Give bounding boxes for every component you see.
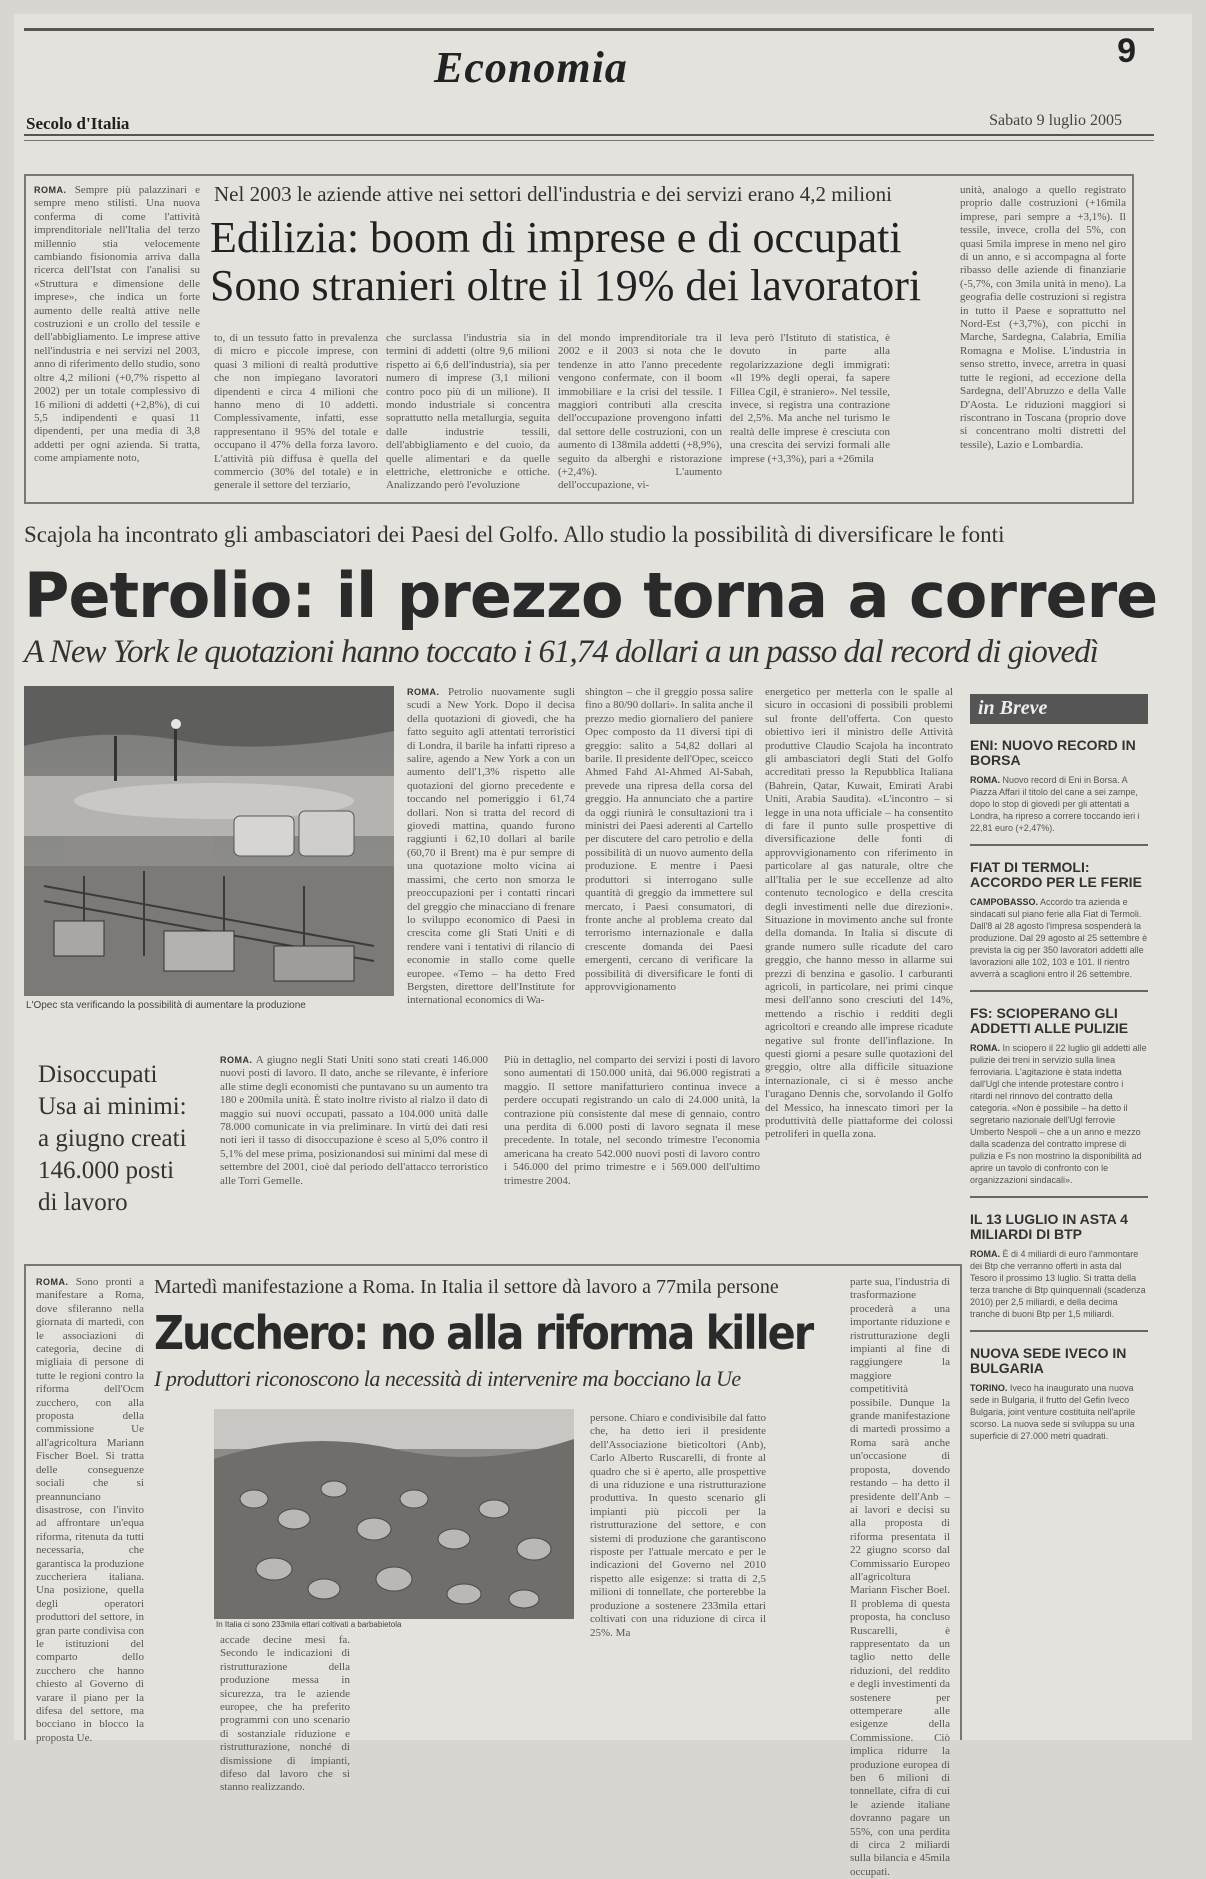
story-edilizia-col2: to, di un tessuto fatto in prevalenza di micro e piccole imprese, con quasi 3 milioni di realtà produttive che non impiegano lavoratori dipendenti e circa 4 milioni che hanno meno di 10 addetti. Complessivamente, infatti, esse rappresentano il 95% del totale e occupano il 47% della forza lavoro. L'attività più diffusa è quella del commercio (30% del totale) e in generale il settore del terziario, <box>214 332 378 492</box>
story-usa-col2: Più in dettaglio, nel comparto dei servizi i posti di lavoro sono aumentati di 150.000 unità, dai 96.000 registrati a maggio. Il settore manifatturiero continua invece a perdere occupati registrando un calo di 24.000 unità, la contrazione più consistente dal mese di gennaio, contro una perdita di 6.000 posti di lavoro segnata il mese precedente. In totale, nel secondo trimestre l'economia americana ha creato 542.000 nuovi posti di lavoro contro i 546.000 del primo trimestre e i 569.000 dell'ultimo trimestre 2004. <box>504 1054 760 1187</box>
sugar-beet-photo-caption: In Italia ci sono 233mila ettari coltivati a barbabietola <box>216 1620 402 1629</box>
story-petrolio-kicker: Scajola ha incontrato gli ambasciatori dei Paesi del Golfo. Allo studio la possibilità di diversificare le fonti <box>24 522 1005 547</box>
refinery-photo-caption: L'Opec sta verificando la possibilità di aumentare la produzione <box>26 1000 306 1011</box>
story-zucchero-kicker: Martedì manifestazione a Roma. In Italia il settore dà lavoro a 77mila persone <box>154 1276 779 1298</box>
story-usa-col1: ROMA. A giugno negli Stati Uniti sono stati creati 146.000 nuovi posti di lavoro. Il dato, anche se rilevante, è inferiore alle stime degli economisti che puntavano su un aumento tra 180 e 200mila unità. È stato inoltre rivisto al rialzo il dato di maggio sui nuovi occupati, passato a 104.000 unità dalle 78.000 comunicate in via preliminare. In virtù dei dati resi noti ieri il tasso di disoccupazione è sceso al 5,0% contro il 5,1% del mese prima, posizionandosi sui minimi dal mese di settembre del 2001, cioè dal periodo dell'attacco terroristico alle Torri Gemelle. <box>220 1054 488 1187</box>
story-edilizia-col3: che surclassa l'industria sia in termini di addetti (oltre 9,6 milioni rispetto ai 6,6 dell'industria), sia per numero di imprese (3,1 milioni contro poco più di un milione). Il mondo industriale si concentra soprattutto nella metallurgia, seguita dalle industrie tessili, dell'abbigliamento e del cuoio, da quelle alimentari e da quelle elettriche, elettroniche e ottiche. Analizzando però l'evoluzione <box>386 332 550 492</box>
top-rule <box>24 28 1154 31</box>
story-zucchero-col1: ROMA. Sono pronti a manifestare a Roma, dove sfileranno nella giornata di martedì, con le associazioni di categoria, decine di migliaia di persone di tutte le regioni contro la riforma dell'Ocm zucchero, con alla proposta della commissione Ue all'agricoltura Mariann Fischer Boel. Si tratta delle conseguenze sociali che si preannunciano disastrose, con l'invito ad affrontare un'equa riforma, ritenuta da tutti necessaria, che garantisca la produzione zuccheriera italiana. Una posizione, quella degli operatori produttori del settore, in gran parte condivisa con le istituzioni del comparto dello zucchero che hanno chiesto al Governo di varare il piano per la difesa del settore, ma bocciano in blocco la proposta Ue. <box>36 1276 145 1744</box>
story-petrolio-headline: Petrolio: il prezzo torna a correre <box>24 559 1158 632</box>
dateline: Sabato 9 luglio 2005 <box>989 112 1122 129</box>
refinery-photo <box>24 686 394 996</box>
story-zucchero-headline: Zucchero: no alla riforma killer <box>154 1306 813 1360</box>
story-petrolio-col3: energetico per metterla con le spalle al sicuro in occasioni di possibili problemi sul fronte dell'offerta. Con questo obiettivo ieri il ministro delle Attività produttive Claudio Scajola ha incontrato gli ambasciatori degli Stati del Golfo accreditati presso la Repubblica Italiana (Bahrein, Qatar, Kuwait, Emirati Arabi Uniti, Arabia Saudita). «L'incontro – si legge in una nota ufficiale – ha consentito di fare il punto sulle prospettive di diversificazione delle fonti di approvvigionamento con riferimento in particolare al gas naturale, oltre che all'Italia per le sue eccellenze ad alto contenuto tecnologico e della crescita degli investimenti nelle due direzioni». Situazione in movimento anche sul fronte della domanda. In Italia si discute di grande numero sulle ricadute del caro greggio, che hanno messo in allarme sui prezzi di benzina e gasolio. I carburanti agricoli, in particolare, nei primi cinque mesi dell'anno sono cresciuti del 14%, mettendo a rischio i redditi degli agricoltori e creando alle imprese ricadute negative sul fronte dell'inflazione. In questi giorni a pesare sulle quotazioni del greggio, oltre alla difficile situazione internazionale, ci si è messo anche l'uragano Dennis che, sorvolando il Golfo del Messico, ha innescato timori per la produttività delle piattaforme dei colossi petroliferi in quella zona. <box>765 686 953 1141</box>
story-petrolio-col2: shington – che il greggio possa salire fino a 80/90 dollari». In salita anche il prezzo medio giornaliero del paniere Opec composto da 11 diversi tipi di greggio: salito a 54,82 dollari al barile. Il presidente dell'Opec, sceicco Ahmed Fahd Al-Ahmed Al-Sabah, prevede una ripresa della corsa del greggio. Ha annunciato che a partire da oggi riunirà le consultazioni tra i ministri dei Paesi aderenti al Cartello per discutere del caro petrolio e della possibilità di un nuovo aumento della produzione. E mentre i Paesi produttori si interrogano sulle quantità di greggio da immettere sul mercato, i Paesi consumatori, di fronte anche al problema creato dal terrorismo internazionale e dalla crescente domanda dei Paesi emergenti, cercano di verificare la possibilità di diversificare le fonti di approvvigionamento <box>585 686 754 993</box>
story-petrolio-subhead: A New York le quotazioni hanno toccato i 61,74 dollari a un passo dal record di giovedì <box>24 634 1098 670</box>
masthead: Secolo d'Italia <box>26 114 130 133</box>
brief-title: ENI: NUOVO RECORD IN BORSA <box>970 737 1136 768</box>
newspaper-page <box>14 14 1192 1878</box>
brief-body: ROMA. In sciopero il 22 luglio gli addetti alle pulizie dei treni in servizio sulla linea ferroviaria. L'agitazione è stata indetta dall'Ugl che intende protestare contro i ritardi nel rinnovo del contratto della categoria. «Non è possibile – ha detto il segretario nazionale dell'Ugl ferrovie Umberto Nespoli – che a un anno e mezzo dalla scadenza del contratto imprese di pulizia e Fs non mostrino la disponibilità ad aprire un tavolo di confronto con le organizzazioni sindacali». <box>970 1043 1147 1185</box>
masthead-rule-thin <box>24 140 1154 141</box>
brief-title: IL 13 LUGLIO IN ASTA 4 MILIARDI DI BTP <box>970 1211 1128 1242</box>
brief-divider <box>970 990 1148 992</box>
brief-body: TORINO. Iveco ha inaugurato una nuova sede in Bulgaria, il frutto del Gefin Iveco Bulgaria, joint venture costituita nell'aprile scorso. La nuova sede si sviluppa su una superficie di 27.000 metri quadrati. <box>970 1383 1136 1441</box>
brief-body: ROMA. Nuovo record di Eni in Borsa. A Piazza Affari il titolo del cane a sei zampe, dopo lo stop di giovedì per gli attentati a Londra, ha ripreso a correre toccando ieri i 22,81 euro (+2,47%). <box>970 775 1140 833</box>
story-zucchero-subhead: I produttori riconoscono la necessità di intervenire ma bocciano la Ue <box>154 1366 741 1391</box>
story-zucchero-col3-end <box>360 1634 490 1734</box>
brief-title: NUOVA SEDE IVECO IN BULGARIA <box>970 1345 1127 1376</box>
brief-body: ROMA. È di 4 miliardi di euro l'ammontare dei Btp che verranno offerti in asta dal Tesoro il prossimo 13 luglio. Si tratta della terza tranche di Btp quinquennali (scadenza 2010) per 2,5 miliardi, e della decima tranche di buoni Btp per 1,5 miliardi. <box>970 1249 1146 1319</box>
brief-body: CAMPOBASSO. Accordo tra azienda e sindacati sul piano ferie alla Fiat di Termoli. Dall'8 al 28 agosto l'impresa sospenderà la produzione. Dal 29 agosto al 25 settembre è prevista la cig per 350 lavoratori addetti alle lavorazioni alle 102, 103 e 101. Il rientro avverrà a scaglioni entro il 26 settembre. <box>970 897 1148 979</box>
brief-divider <box>970 1196 1148 1198</box>
brief-title: FS: SCIOPERANO GLI ADDETTI ALLE PULIZIE <box>970 1005 1129 1036</box>
brief-item <box>970 860 1148 992</box>
story-petrolio-col1: ROMA. Petrolio nuovamente sugli scudi a New York. Dopo il decisa della quotazioni di giovedì, che ha fatto seguito agli attentati terroristici di Londra, il barile ha infatti ripreso a salire, agendo a New York a con un aumento dell'1,3% rispetto alle quotazioni del giorno precedente e toccando nel pomeriggio i 61,74 dollari. Non si tratta del record di giovedì mattina, quando furono raggiunti i 62,10 dollari al barile (60,70 il Brent) ma è pur sempre di una quotazione molto vicina ai massimi, che certo non smorza le preoccupazioni per i contatti rincari del greggio che minacciano di frenare lo sviluppo economico di Paesi in crescita come gli Stati Uniti e di rendere vani i tentativi di rilancio di economie in stallo come quelle europee. «Temo – ha detto Fred Bergsten, direttore dell'Institute for international economics di Wa- <box>407 686 576 1007</box>
brief-item <box>970 1346 1148 1442</box>
story-edilizia-col5: leva però l'Istituto di statistica, è dovuto in parte alla regolarizzazione degli immigrati: «Il 19% degli operai, fa sapere Fillea Cgil, è straniero». Nel tessile, invece, si registra una contrazione del 2,5%. Ma anche nel turismo le realtà delle imprese è cresciuta con una crescita dei servizi formali alle imprese (+3,3%), pari a +26mila <box>730 332 890 465</box>
story-edilizia-col4: del mondo imprenditoriale tra il 2002 e il 2003 si nota che le tendenze in atto l'anno precedente vengono confermate, con il boom immobiliare e la crisi del tessile. I maggiori contributi alla crescita dell'occupazione provengono infatti dal settore delle costruzioni, con un aumento di 138mila addetti (+8,9%), seguito da alberghi e ristorazione (+2,4%). L'aumento dell'occupazione, vi- <box>558 332 722 492</box>
section-title: Economia <box>434 43 628 92</box>
brief-divider <box>970 1330 1148 1332</box>
brief-item <box>970 1006 1148 1198</box>
brief-divider <box>970 844 1148 846</box>
in-breve-logo: in Breve <box>970 694 1148 724</box>
story-edilizia-lead: ROMA. Sempre più palazzinari e sempre meno stilisti. Una nuova conferma di come l'attività imprenditoriale nell'Italia del terzo millennio stia velocemente cambiando fisionomia arriva dalla ricerca dell'Istat con l'analisi su «Struttura e dimensione delle imprese», che indica un forte aumento delle realtà attive nelle costruzioni e un crollo del tessile e dell'abbigliamento. Le imprese attive nell'industria e nei servizi nel 2003, anno di riferimento dello studio, sono oltre 4,2 milioni (+0,7% rispetto al 2002) per un totale complessivo di 16 milioni di addetti (+2,8%), di cui 5,5 indipendenti e quasi 11 dipendenti, per una media di 3,8 addetti per ogni azienda. Si tratta, come ampiamente noto, <box>34 184 200 465</box>
story-edilizia-kicker: Nel 2003 le aziende attive nei settori dell'industria e dei servizi erano 4,2 milioni <box>214 182 892 206</box>
masthead-rule <box>24 134 1154 136</box>
story-zucchero-col4 <box>776 1412 952 1734</box>
page-number: 9 <box>1117 32 1136 70</box>
story-zucchero-col3: persone. Chiaro e condivisibile dal fatto che, ha detto ieri il presidente dell'Associazione bieticoltori (Anb), Carlo Alberto Ruscarelli, di fronte al quadro che si è aperto, alle prospettive di una riduzione e una ristrutturazione produttiva. In questo scenario gli impianti più piccoli per la ristrutturazione del settore, e con sistemi di produzione che garantiscono risposte per l'attuale mercato e per le indicazioni del Governo nel 2010 rispetto alle esigenze: si tratta di 2,5 milioni di tonnellate, che porterebbe la produzione a sostenere 233mila ettari coltivati con una riduzione di circa il 25%. Ma <box>590 1412 766 1639</box>
brief-title: FIAT DI TERMOLI: ACCORDO PER LE FERIE <box>970 859 1142 890</box>
sidebar-in-breve <box>970 694 1148 1442</box>
story-edilizia-col6: unità, analogo a quello registrato proprio dalle costruzioni (+16mila imprese, pari sempre a +3,1%). Il tessile, invece, crolla del 5%, con quasi 5mila imprese in meno nel giro di un anno, e si accompagna al forte ribasso delle aziende di finanziarie (-5,7%, con 3mila unità in meno). La geografia delle costruzioni si registra in tutto il Paese e soprattutto nel Nord-Est (+3,7%), con picchi in Marche, Sardegna, Calabria, Emilia Romagna e Molise. L'industria in senso stretto, invece, arretra in quasi tutte le regioni, ad eccezione della Sardegna, dell'Abruzzo e della Valle D'Aosta. Le riduzioni maggiori si riscontrano in Toscana (proprio dove si concentrano molti distretti del tessile), Lazio e Lombardia. <box>960 184 1126 451</box>
brief-item <box>970 1212 1148 1332</box>
story-zucchero-col4-top: parte sua, l'industria di trasformazione procederà a una importante riduzione e ristrutturazione degli impianti al fine di raggiungere la maggiore competitività possibile. Dunque la grande manifestazione di martedì prossimo a Roma sarà anche un'occasione di proposta, dovendo restando – ha detto il presidente dell'Anb – ai lavori e decisi su alla proposta di riforma presentata il 22 giugno scorso dal Commissario Europeo all'agricoltura Mariann Fischer Boel. Il problema di questa proposta, ha concluso Ruscarelli, è rappresentato da un taglio netto delle riduzioni, del reddito e degli investimenti da sostenere per ottemperare alle esigenze della Commissione. Ciò implica ridurre la produzione europea di ben 6 milioni di tonnellate, cifra di cui le aziende italiane dovranno pagare un 55%, con una perdita di circa 2 miliardi sulla bilancia e 45mila occupati. <box>850 1276 950 1878</box>
story-edilizia-headline: Edilizia: boom di imprese e di occupati Sono stranieri oltre il 19% dei lavoratori <box>210 213 922 310</box>
sugar-beet-photo <box>214 1409 574 1619</box>
story-zucchero-col2: accade decine mesi fa. Secondo le indicazioni di ristrutturazione della produzione messa in sicurezza, tra le aziende europee, che ha preferito programmi con uno scenario di sostanziale riduzione e ristrutturazione, nonché di dismissione di impianti, difeso dal lavoro che si stanno realizzando. <box>220 1634 350 1794</box>
story-usa-title: Disoccupati Usa ai minimi: a giugno creati 146.000 posti di lavoro <box>38 1061 187 1216</box>
brief-item <box>970 738 1148 846</box>
